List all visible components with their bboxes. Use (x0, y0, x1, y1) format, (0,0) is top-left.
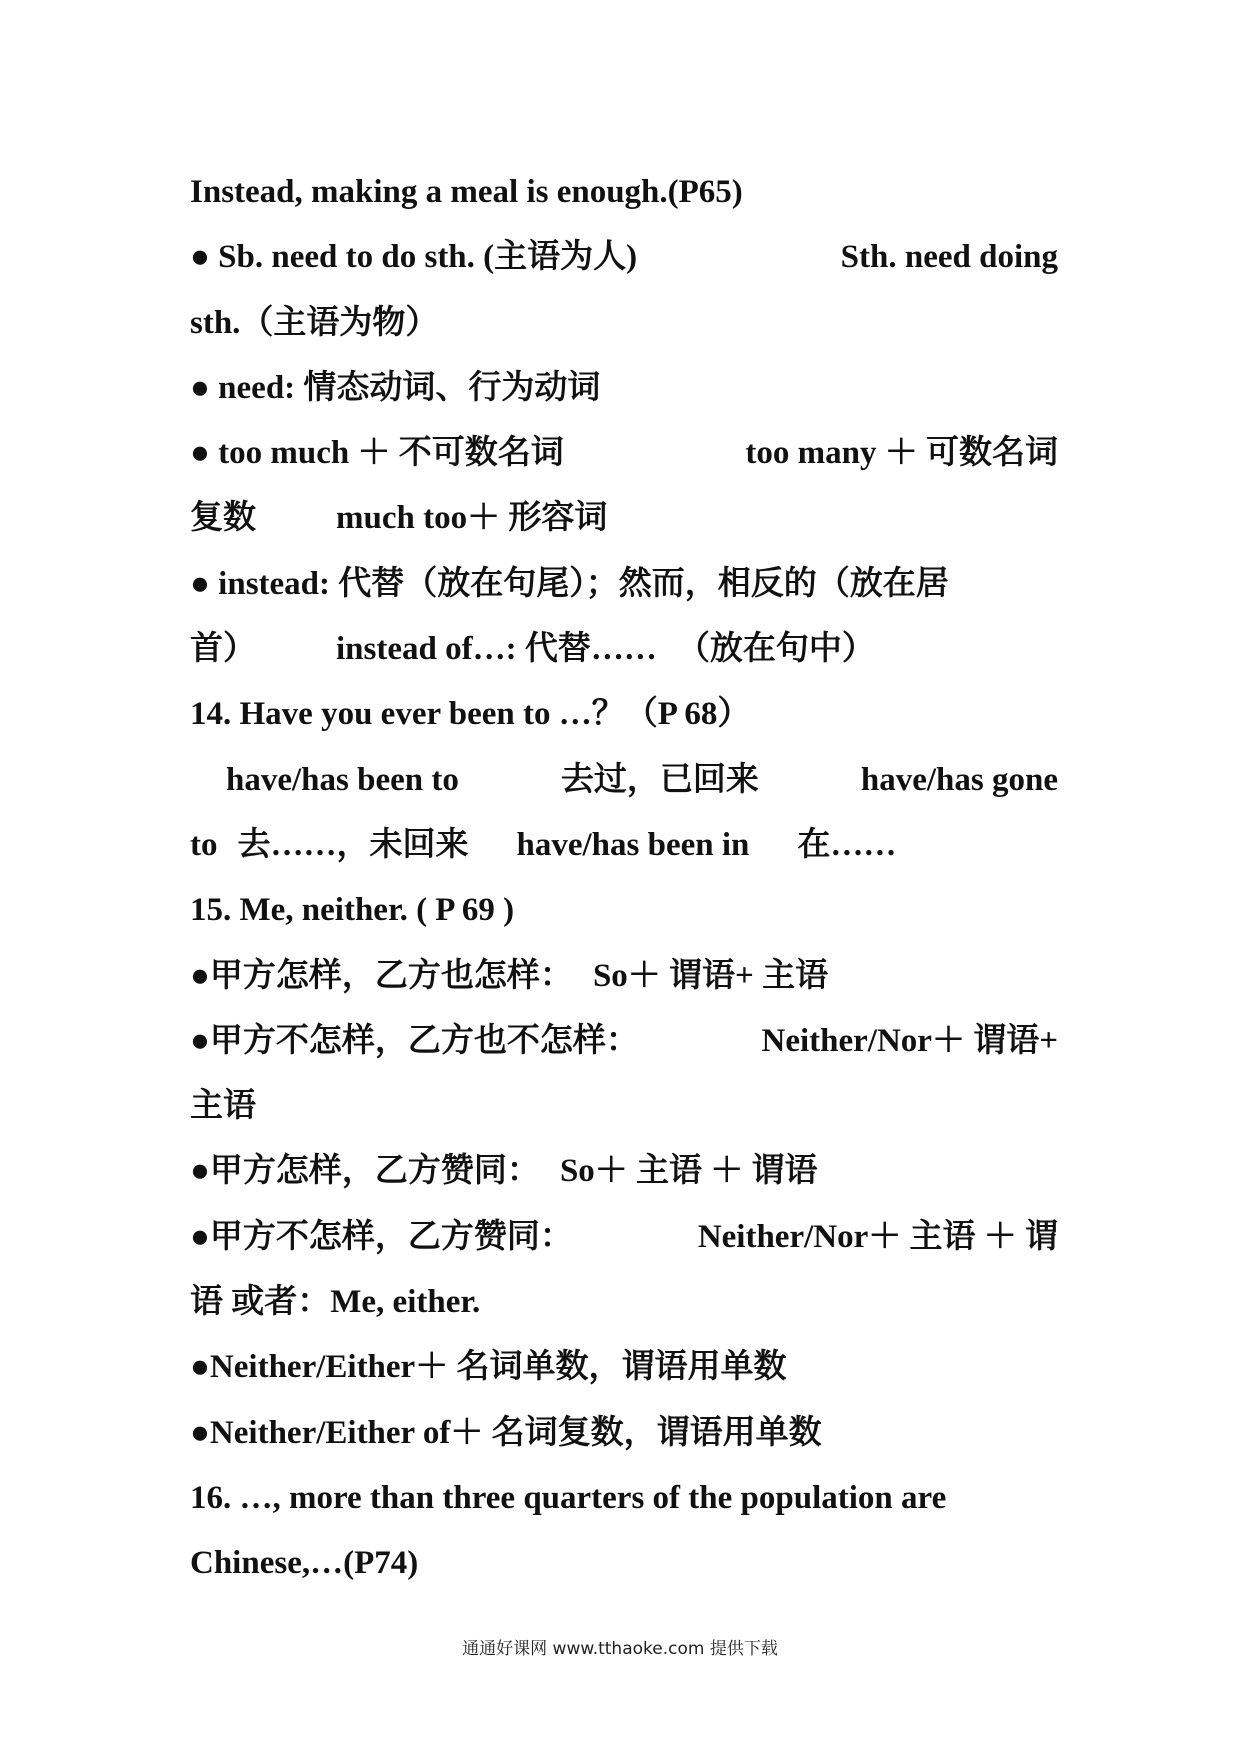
text-line (190, 552, 1058, 617)
line-text: ●甲方怎样，乙方赞同： (190, 1153, 540, 1190)
text-line (190, 291, 1058, 356)
line-text: 语 或者：Me, either. (190, 1284, 481, 1321)
document-body (190, 160, 1058, 1597)
text-line (190, 1009, 1058, 1074)
section-heading (190, 682, 1058, 747)
line-text: ●甲方怎样，乙方也怎样： (190, 957, 573, 994)
text-line (190, 421, 1058, 486)
line-text: 复数 (190, 500, 256, 537)
text-line (190, 160, 1058, 225)
text-line (190, 1270, 1058, 1335)
line-text: （放在句中） (676, 631, 875, 668)
line-text: ●Neither/Either of＋ 名词复数，谓语用单数 (190, 1414, 822, 1451)
line-text: ●甲方不怎样，乙方赞同： (190, 1218, 573, 1255)
line-text: 去过，已回来 (560, 761, 759, 798)
line-text: ● need: 情态动词、行为动词 (190, 369, 601, 406)
line-text: much too＋ 形容词 (336, 500, 608, 537)
text-line (190, 1139, 1058, 1204)
line-text: 去……，未回来 (237, 826, 469, 863)
line-text: Neither/Nor＋ 主语 ＋ 谓 (697, 1218, 1058, 1255)
line-text: instead of…: 代替…… (336, 631, 657, 668)
text-line (190, 1205, 1058, 1270)
line-text: Neither/Nor＋ 谓语+ (761, 1022, 1058, 1059)
section-heading (190, 878, 1058, 943)
line-text: 首） (190, 631, 256, 668)
footer-text: 通通好课网 www.tthaoke.com 提供下载 (462, 1639, 778, 1659)
text-line (190, 1074, 1058, 1139)
text-line (190, 813, 1058, 878)
section-heading (190, 1466, 1058, 1531)
text-line (190, 1335, 1058, 1400)
line-text: 15. Me, neither. ( P 69 ) (190, 892, 515, 929)
line-text: ● too much ＋ 不可数名词 (190, 435, 564, 472)
line-text: So＋ 主语 ＋ 谓语 (559, 1153, 818, 1190)
line-text: ●Neither/Either＋ 名词单数，谓语用单数 (190, 1349, 787, 1386)
text-line (190, 617, 1058, 682)
text-line (190, 1401, 1058, 1466)
text-line (190, 356, 1058, 421)
line-text: Instead, making a meal is enough.(P65) (190, 174, 743, 210)
text-line (190, 748, 1058, 813)
page-footer (0, 1634, 1240, 1659)
line-text: Sth. need doing (840, 239, 1058, 276)
line-text: sth.（主语为物） (190, 304, 439, 341)
line-text: have/has been in (516, 826, 750, 863)
line-text: 14. Have you ever been to …？（P 68） (190, 696, 751, 733)
line-text: So＋ 谓语+ 主语 (592, 957, 829, 994)
line-text: 16. …, more than three quarters of the population are (190, 1479, 947, 1516)
line-text: ● Sb. need to do sth. (主语为人) (190, 239, 638, 276)
line-text: ● instead: 代替（放在句尾）；然而，相反的（放在居 (190, 565, 949, 602)
line-text: too many ＋ 可数名词 (745, 435, 1058, 472)
line-text: 在…… (797, 826, 897, 863)
line-text: have/has been to (226, 761, 459, 798)
line-text: Chinese,…(P74) (190, 1545, 419, 1582)
text-line (190, 1531, 1058, 1596)
text-line (190, 225, 1058, 290)
line-text: have/has gone (860, 761, 1058, 798)
text-line (190, 944, 1058, 1009)
text-line (190, 486, 1058, 551)
line-text: to (190, 826, 218, 863)
line-text: ●甲方不怎样，乙方也不怎样： (190, 1022, 639, 1059)
line-text: 主语 (190, 1088, 256, 1125)
